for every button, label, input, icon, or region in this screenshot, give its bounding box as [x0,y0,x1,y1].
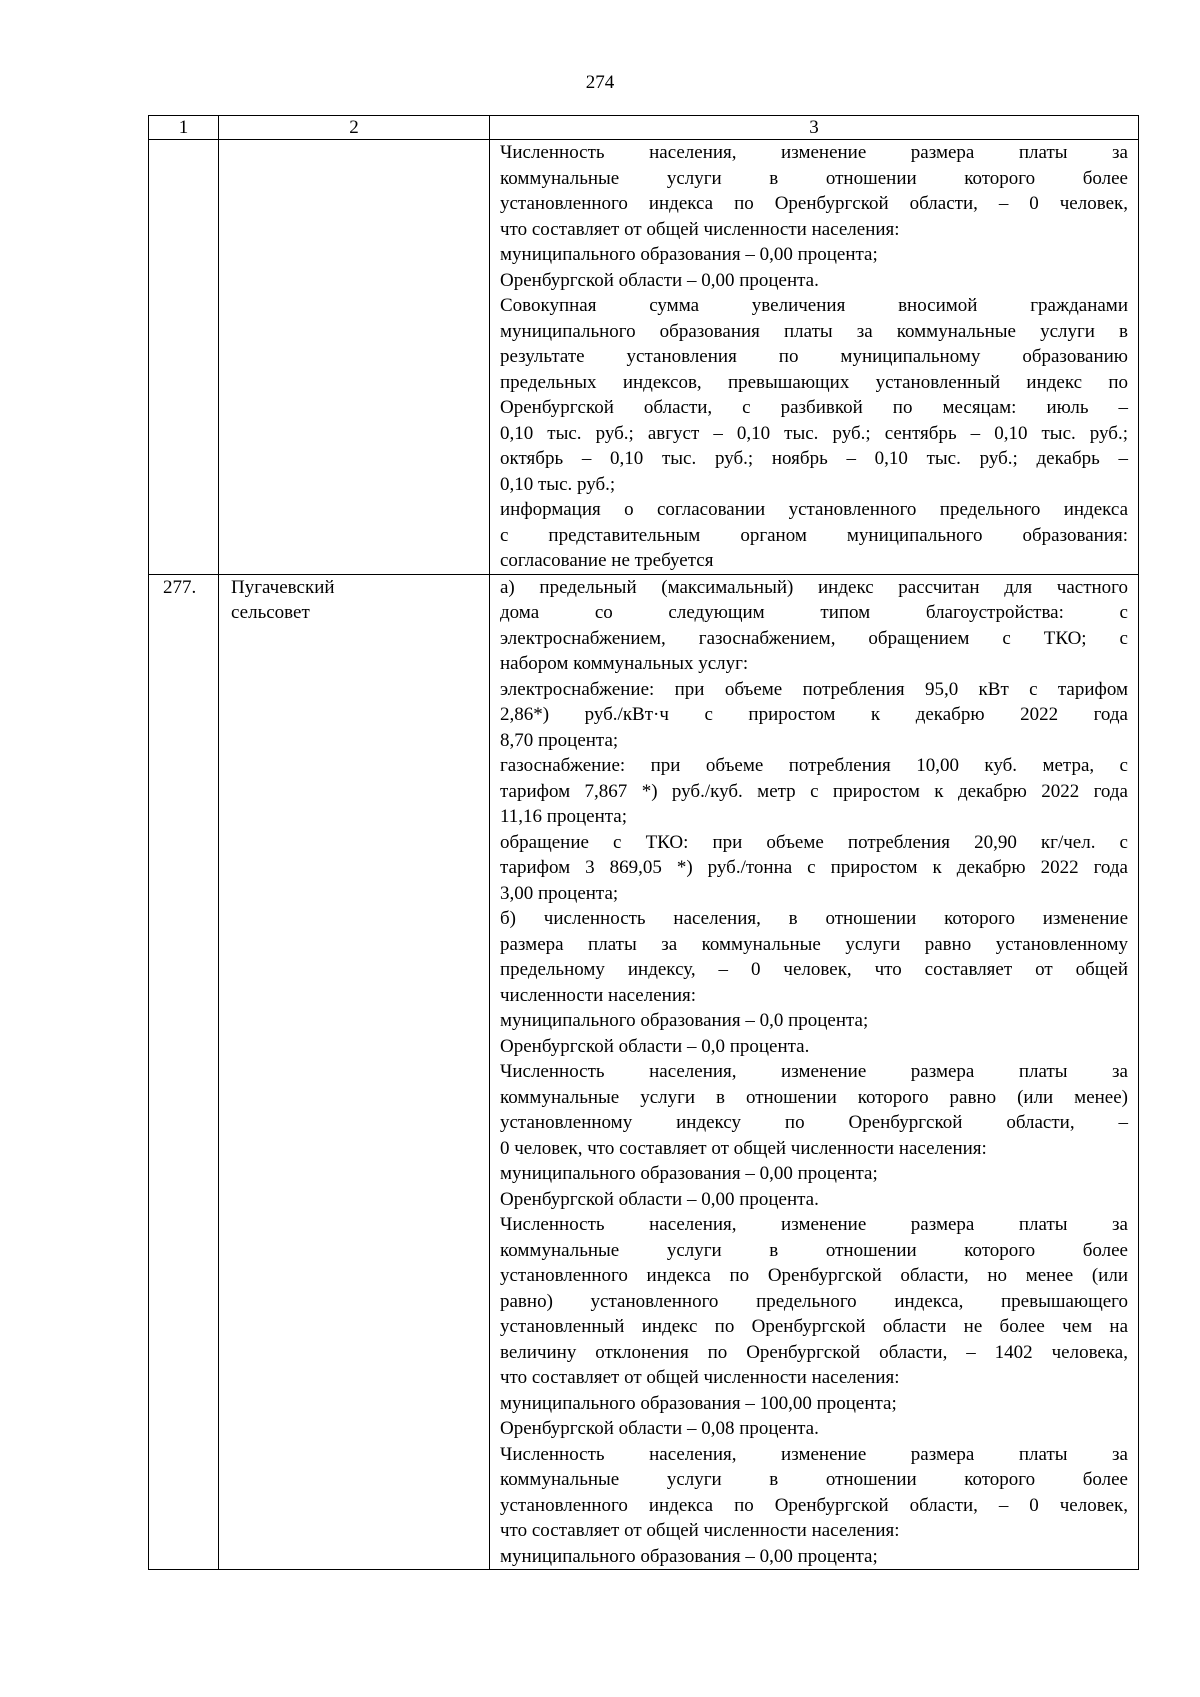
text-line: согласование не требуется [500,550,714,571]
text-line: Оренбургской области – 0,0 процента. [500,1035,810,1057]
text-line: предельных индексов, превышающих установленный индекс по [500,371,1128,393]
text-line: муниципального образования – 0,00 процента; [500,244,878,265]
text-line: установленный индекс по Оренбургской области не более чем на [500,1316,1128,1337]
text-line: муниципального образования платы за коммунальные услуги в [500,320,1128,342]
description-cell [490,574,1139,1570]
municipality-name-line-1: Пугачевский [231,576,335,598]
text-line: что составляет от общей численности населения: [500,218,900,240]
text-line: установленному индексу по Оренбургской области, – [500,1112,1128,1133]
text-line: Численность населения, изменение размера платы за [500,1214,1128,1235]
text-line: электроснабжение: при объеме потребления 95,0 кВт с тарифом [500,678,1128,700]
text-line: Оренбургской области – 0,00 процента. [500,269,819,291]
text-line: муниципального образования – 0,00 процента; [500,1545,878,1567]
text-line: коммунальные услуги в отношении которого более [500,1469,1128,1490]
text-line: 0 человек, что составляет от общей численности населения: [500,1137,987,1159]
text-line: тарифом 7,867 *) руб./куб. метр с приростом к декабрю 2022 года [500,780,1128,802]
text-line: с представительным органом муниципального образования: [500,524,1128,546]
document-table [148,115,1139,1570]
text-line: муниципального образования – 0,00 процента; [500,1163,878,1184]
table-row-277 [149,574,1139,1570]
text-line: 3,00 процента; [500,882,619,904]
page-number: 274 [585,72,615,93]
text-line: 0,10 тыс. руб.; август – 0,10 тыс. руб.; сентябрь – 0,10 тыс. руб.; [500,422,1128,444]
text-line: предельному индексу, – 0 человек, что составляет от общей [500,959,1128,980]
municipality-cell [219,574,490,1570]
description-cell [490,140,1139,575]
table-header-row [149,116,1139,140]
text-line: размера платы за коммунальные услуги равно установленному [500,933,1128,955]
text-line: а) предельный (максимальный) индекс рассчитан для частного [500,576,1128,598]
row-number-cell [149,140,219,575]
text-line: Численность населения, изменение размера платы за [500,1443,1128,1465]
column-header-2: 2 [219,116,490,140]
text-line: обращение с ТКО: при объеме потребления 20,90 кг/чел. с [500,831,1128,853]
text-line: газоснабжение: при объеме потребления 10,00 куб. метра, с [500,755,1128,776]
text-line: Численность населения, изменение размера платы за [500,1061,1128,1082]
text-line: равно) установленного предельного индекса, превышающего [500,1290,1128,1312]
text-line: что составляет от общей численности населения: [500,1367,900,1388]
text-line: установленного индекса по Оренбургской области, – 0 человек, [500,1494,1128,1516]
text-line: Численность населения, изменение размера платы за [500,142,1128,163]
column-header-3: 3 [490,116,1139,140]
text-line: величину отклонения по Оренбургской области, – 1402 человека, [500,1341,1128,1363]
column-header-1: 1 [149,116,219,140]
text-line: муниципального образования – 100,00 процента; [500,1392,897,1414]
text-line: 11,16 процента; [500,806,627,827]
text-line: муниципального образования – 0,0 процента; [500,1010,869,1031]
text-line: Совокупная сумма увеличения вносимой гражданами [500,295,1128,316]
text-line: Оренбургской области – 0,00 процента. [500,1188,819,1210]
municipality-cell [219,140,490,575]
text-line: Оренбургской области, с разбивкой по месяцам: июль – [500,397,1128,418]
text-line: дома со следующим типом благоустройства: с [500,602,1128,623]
table-row-continued [149,140,1139,575]
row-number-cell: 277. [149,574,219,1570]
text-line: тарифом 3 869,05 *) руб./тонна с приростом к декабрю 2022 года [500,857,1128,878]
text-line: набором коммунальных услуг: [500,653,749,674]
municipality-name-line-2: сельсовет [231,602,310,623]
text-line: результате установления по муниципальному образованию [500,346,1128,367]
text-line: что составляет от общей численности населения: [500,1520,900,1541]
text-line: электроснабжением, газоснабжением, обращением с ТКО; с [500,627,1128,649]
text-line: 0,10 тыс. руб.; [500,473,616,495]
text-line: численности населения: [500,984,697,1006]
text-line: коммунальные услуги в отношении которого равно (или менее) [500,1086,1128,1108]
text-line: установленного индекса по Оренбургской области, – 0 человек, [500,193,1128,214]
text-line: коммунальные услуги в отношении которого более [500,167,1128,189]
text-line: октябрь – 0,10 тыс. руб.; ноябрь – 0,10 тыс. руб.; декабрь – [500,448,1128,469]
text-line: б) численность населения, в отношении которого изменение [500,908,1128,929]
text-line: коммунальные услуги в отношении которого более [500,1239,1128,1261]
text-line: 2,86*) руб./кВт·ч с приростом к декабрю 2022 года [500,704,1128,725]
text-line: Оренбургской области – 0,08 процента. [500,1418,819,1439]
text-line: информация о согласовании установленного предельного индекса [500,499,1128,520]
text-line: установленного индекса по Оренбургской области, но менее (или [500,1265,1128,1286]
text-line: 8,70 процента; [500,729,619,751]
